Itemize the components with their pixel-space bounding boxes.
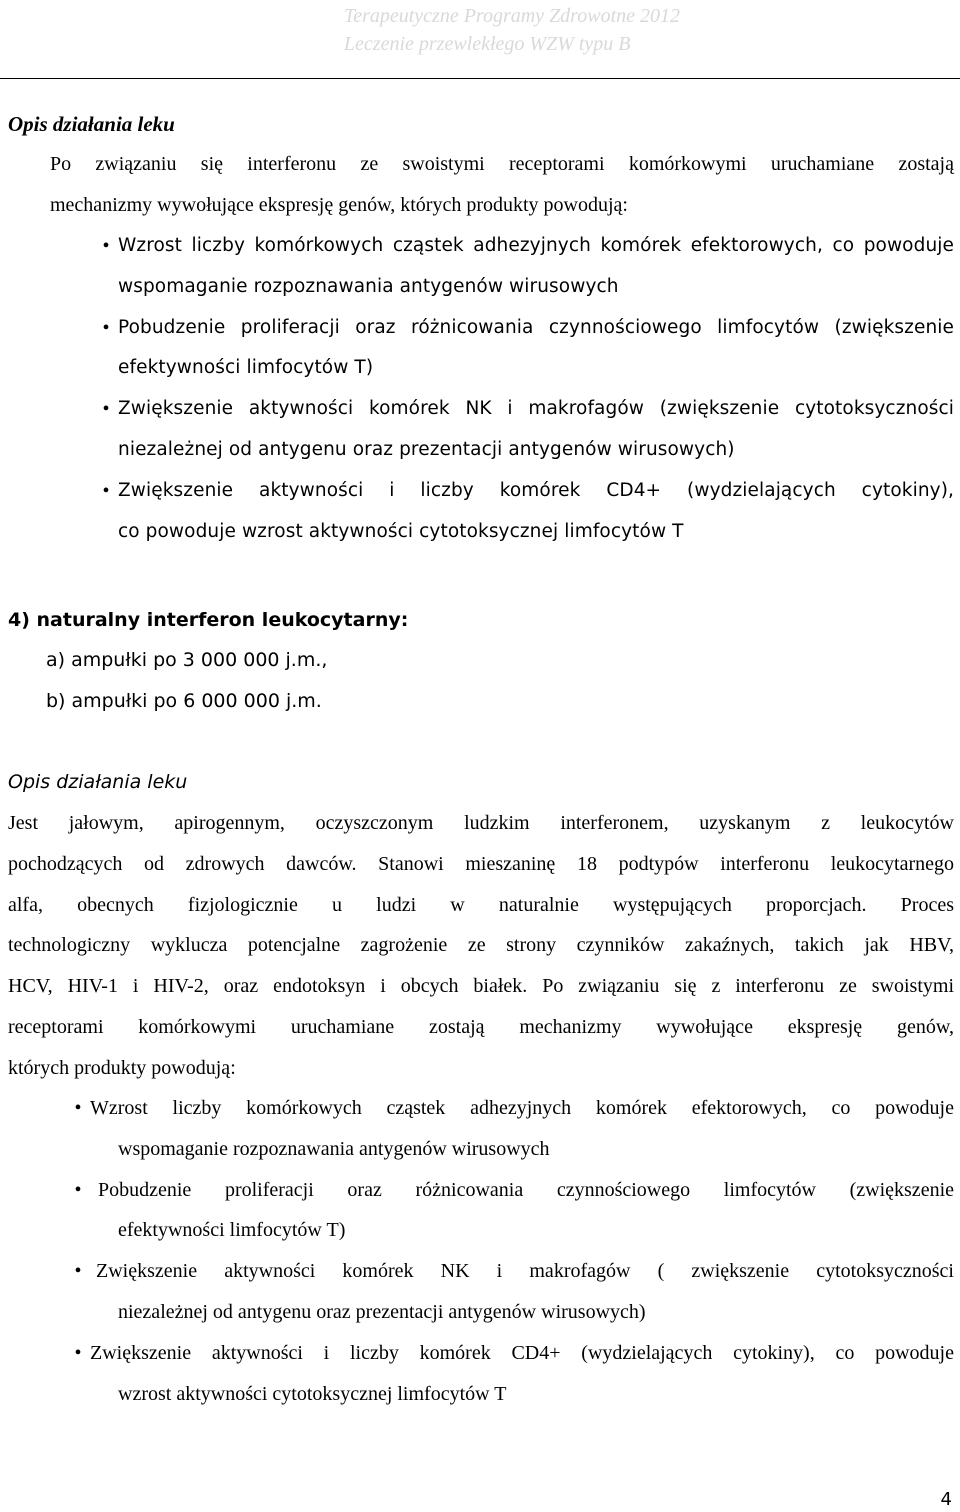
- list-item: [98, 389, 954, 471]
- bullet-line-1: Zwiększenie aktywności i liczby komórek CD4+ (wydzielających cytokiny),: [118, 479, 954, 501]
- bullet-icon: •: [102, 398, 110, 421]
- intro-line-1: Po związaniu się interferonu ze swoistymi receptorami komórkowymi uruchamiane zostają: [50, 153, 954, 175]
- header-treatment-title: Leczenie przewlekłego WZW typu B: [343, 33, 631, 55]
- bullet-line-2: co powoduje wzrost aktywności cytotoksycznej limfocytów T: [118, 520, 684, 542]
- bullet-line-2: niezależnej od antygenu oraz prezentacji antygenów wirusowych): [118, 1300, 646, 1323]
- header-program-title: Terapeutyczne Programy Zdrowotne 2012: [343, 5, 680, 27]
- paragraph-line: których produkty powodują:: [8, 1056, 236, 1079]
- bullet-line-1: Pobudzenie proliferacji oraz różnicowania czynnościowego limfocytów (zwiększenie: [98, 1178, 954, 1201]
- bullet-icon: •: [102, 235, 110, 257]
- list-item: [70, 1333, 954, 1415]
- bullet-line-1: Zwiększenie aktywności i liczby komórek CD4+ (wydzielających cytokiny), co powoduje: [90, 1341, 954, 1364]
- list-item: [70, 1251, 954, 1333]
- bullet-icon: •: [74, 1097, 82, 1119]
- section1-intro: [50, 144, 954, 226]
- bullet-line-1: Zwiększenie aktywności komórek NK i makrofagów ( zwiększenie cytotoksyczności: [96, 1260, 954, 1283]
- paragraph-line: alfa, obecnych fizjologicznie u ludzi w naturalnie występujących proporcjach. Proces: [8, 893, 954, 916]
- bullet-line-2: wspomaganie rozpoznawania antygenów wirusowych: [118, 275, 619, 297]
- paragraph-line: technologiczny wyklucza potencjalne zagrożenie ze strony czynników zakaźnych, takich jak HBV,: [8, 934, 954, 957]
- list-item: [70, 1088, 954, 1170]
- intro-line-2: mechanizmy wywołujące ekspresję genów, których produkty powodują:: [50, 193, 628, 216]
- header-divider: [0, 78, 960, 79]
- bullet-icon: •: [102, 479, 110, 502]
- bullet-line-1: Zwiększenie aktywności komórek NK i makrofagów (zwiększenie cytotoksyczności: [118, 398, 954, 420]
- bullet-line-2: niezależnej od antygenu oraz prezentacji antygenów wirusowych): [118, 438, 735, 460]
- bullet-line-2: efektywności limfocytów T): [118, 357, 374, 379]
- running-header: [344, 2, 680, 58]
- bullet-icon: •: [74, 1341, 82, 1364]
- bullet-line-1: Wzrost liczby komórkowych cząstek adhezyjnych komórek efektorowych, co powoduje: [118, 235, 954, 256]
- bullet-icon: •: [74, 1260, 82, 1283]
- bullet-icon: •: [74, 1178, 82, 1201]
- list-item: [98, 226, 954, 308]
- bullet-line-1: Pobudzenie proliferacji oraz różnicowania czynnościowego limfocytów (zwiększenie: [118, 316, 954, 338]
- bullet-icon: •: [102, 316, 110, 339]
- bullet-line-2: wspomaganie rozpoznawania antygenów wirusowych: [118, 1137, 550, 1160]
- bullet-line-2: efektywności limfocytów T): [118, 1219, 346, 1242]
- paragraph-line: pochodzących od zdrowych dawców. Stanowi mieszaninę 18 podtypów interferonu leukocytarnego: [8, 852, 954, 875]
- bullet-line-1: Wzrost liczby komórkowych cząstek adhezyjnych komórek efektorowych, co powoduje: [90, 1097, 954, 1119]
- dose-a: a) ampułki po 3 000 000 j.m.,: [46, 649, 328, 671]
- paragraph-line: receptorami komórkowymi uruchamiane zostają mechanizmy wywołujące ekspresję genów,: [8, 1015, 954, 1038]
- section2-title: 4) naturalny interferon leukocytarny:: [8, 609, 409, 631]
- section1-heading: Opis działania leku: [8, 112, 175, 136]
- list-item: [98, 471, 954, 553]
- paragraph-line: Jest jałowym, apirogennym, oczyszczonym ludzkim interferonem, uzyskanym z leukocytów: [8, 812, 954, 834]
- list-item: [98, 308, 954, 390]
- page-number: 4: [940, 1489, 952, 1510]
- section2-paragraph: [8, 803, 954, 1089]
- list-item: [70, 1170, 954, 1252]
- section1-bullet-list: [98, 226, 954, 552]
- dose-b: b) ampułki po 6 000 000 j.m.: [46, 690, 322, 712]
- paragraph-line: HCV, HIV-1 i HIV-2, oraz endotoksyn i obcych białek. Po związaniu się z interferonu ze swoistymi: [8, 975, 954, 998]
- section2-heading: Opis działania leku: [8, 771, 188, 793]
- section2-bullet-list: [70, 1088, 954, 1414]
- bullet-line-2: wzrost aktywności cytotoksycznej limfocytów T: [118, 1382, 507, 1405]
